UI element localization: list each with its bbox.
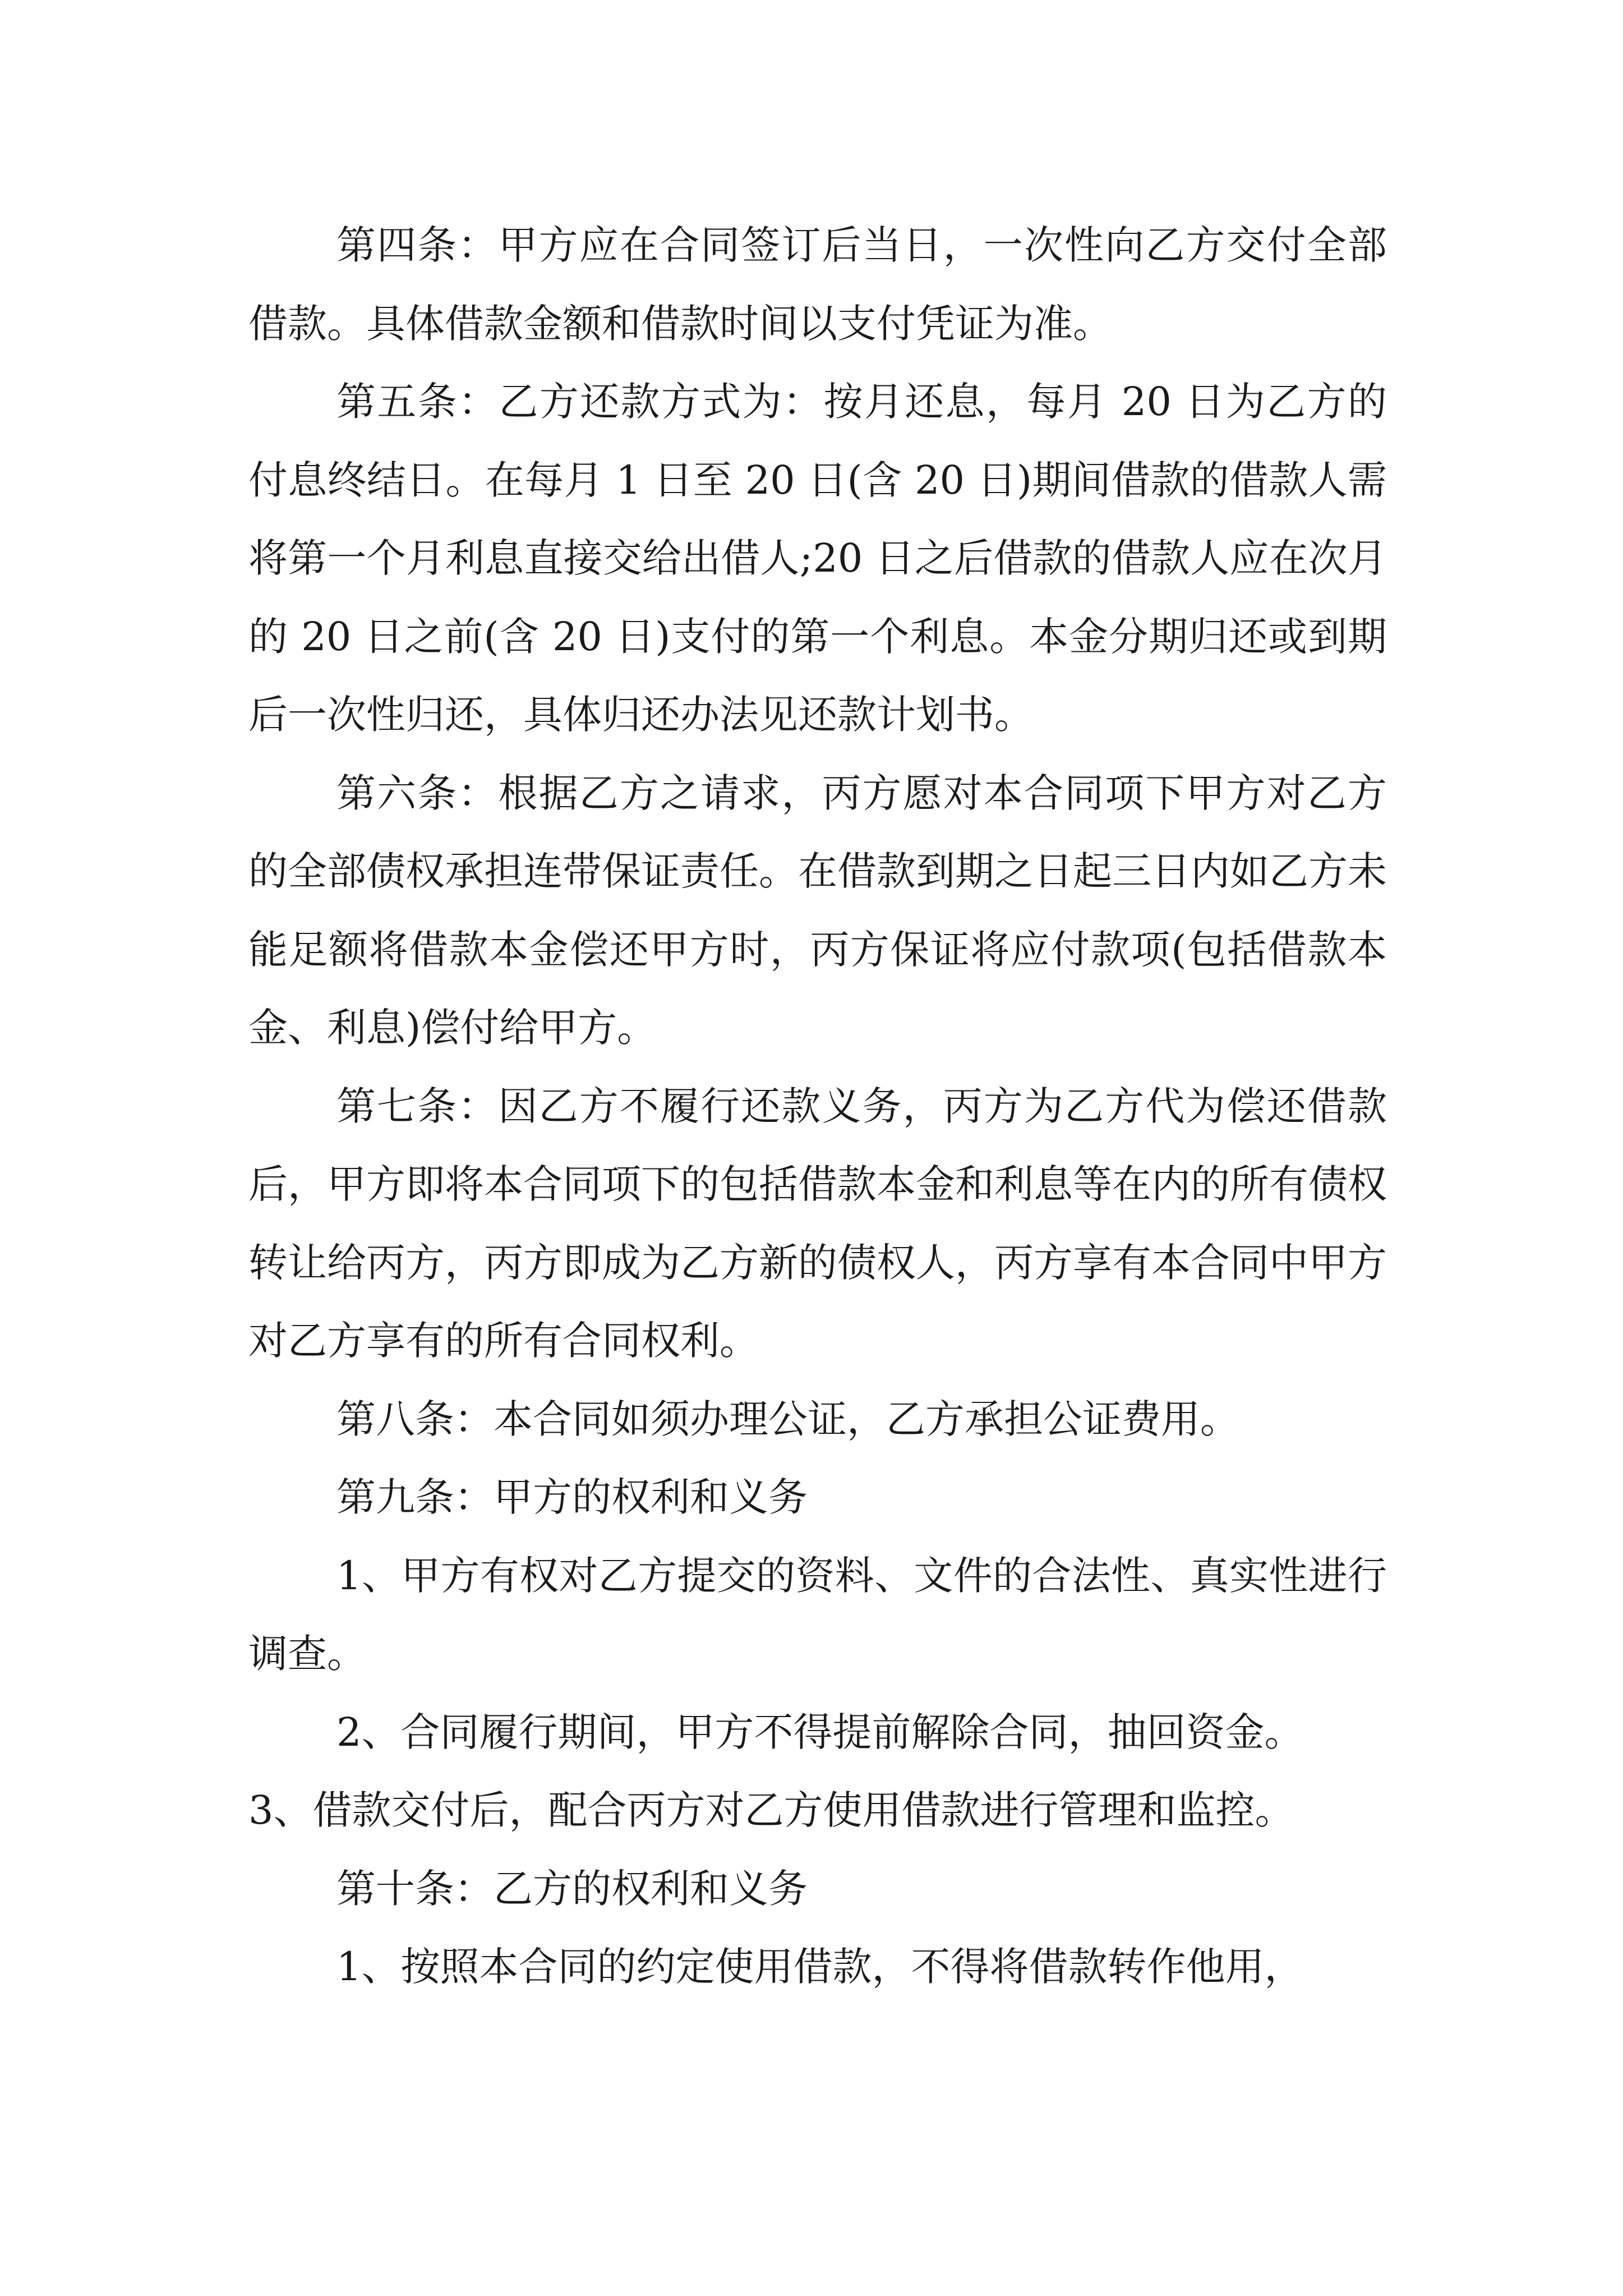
article-8-paragraph: 第八条：本合同如须办理公证，乙方承担公证费用。	[336, 1396, 1239, 1442]
article-9-heading: 第九条：甲方的权利和义务	[336, 1474, 808, 1520]
article-9-item-2: 2、合同履行期间，甲方不得提前解除合同，抽回资金。	[336, 1709, 1304, 1755]
article-4-paragraph: 第四条：甲方应在合同签订后当日，一次性向乙方交付全部借款。具体借款金额和借款时间以支付凭证为准。	[248, 222, 1387, 347]
article-6-paragraph: 第六条：根据乙方之请求，丙方愿对本合同项下甲方对乙方的全部债权承担连带保证责任。在借款到期之日起三日内如乙方未能足额将借款本金偿还甲方时，丙方保证将应付款项(包括借款本金、利息)偿付给甲方。	[248, 770, 1387, 1051]
article-10-item-1: 1、按照本合同的约定使用借款，不得将借款转作他用，	[336, 1944, 1304, 1990]
article-9-item-1: 1、甲方有权对乙方提交的资料、文件的合法性、真实性进行调查。	[248, 1552, 1387, 1677]
article-9-item-3: 3、借款交付后，配合丙方对乙方使用借款进行管理和监控。	[248, 1787, 1294, 1833]
article-10-heading: 第十条：乙方的权利和义务	[336, 1865, 808, 1912]
article-7-paragraph: 第七条：因乙方不履行还款义务，丙方为乙方代为偿还借款后，甲方即将本合同项下的包括借款本金和利息等在内的所有债权转让给丙方，丙方即成为乙方新的债权人，丙方享有本合同中甲方对乙方享有的所有合同权利。	[248, 1083, 1387, 1364]
article-5-paragraph: 第五条：乙方还款方式为：按月还息，每月 20 日为乙方的付息终结日。在每月 1 日至 20 日(含 20 日)期间借款的借款人需将第一个月利息直接交给出借人;20 日之后借款的借款人应在次月的 20 日之前(含 20 日)支付的第一个利息。本金分期归还或到期后一次性归还，具体归还办法见还款计划书。	[248, 379, 1387, 738]
contract-text	[248, 206, 1387, 2007]
